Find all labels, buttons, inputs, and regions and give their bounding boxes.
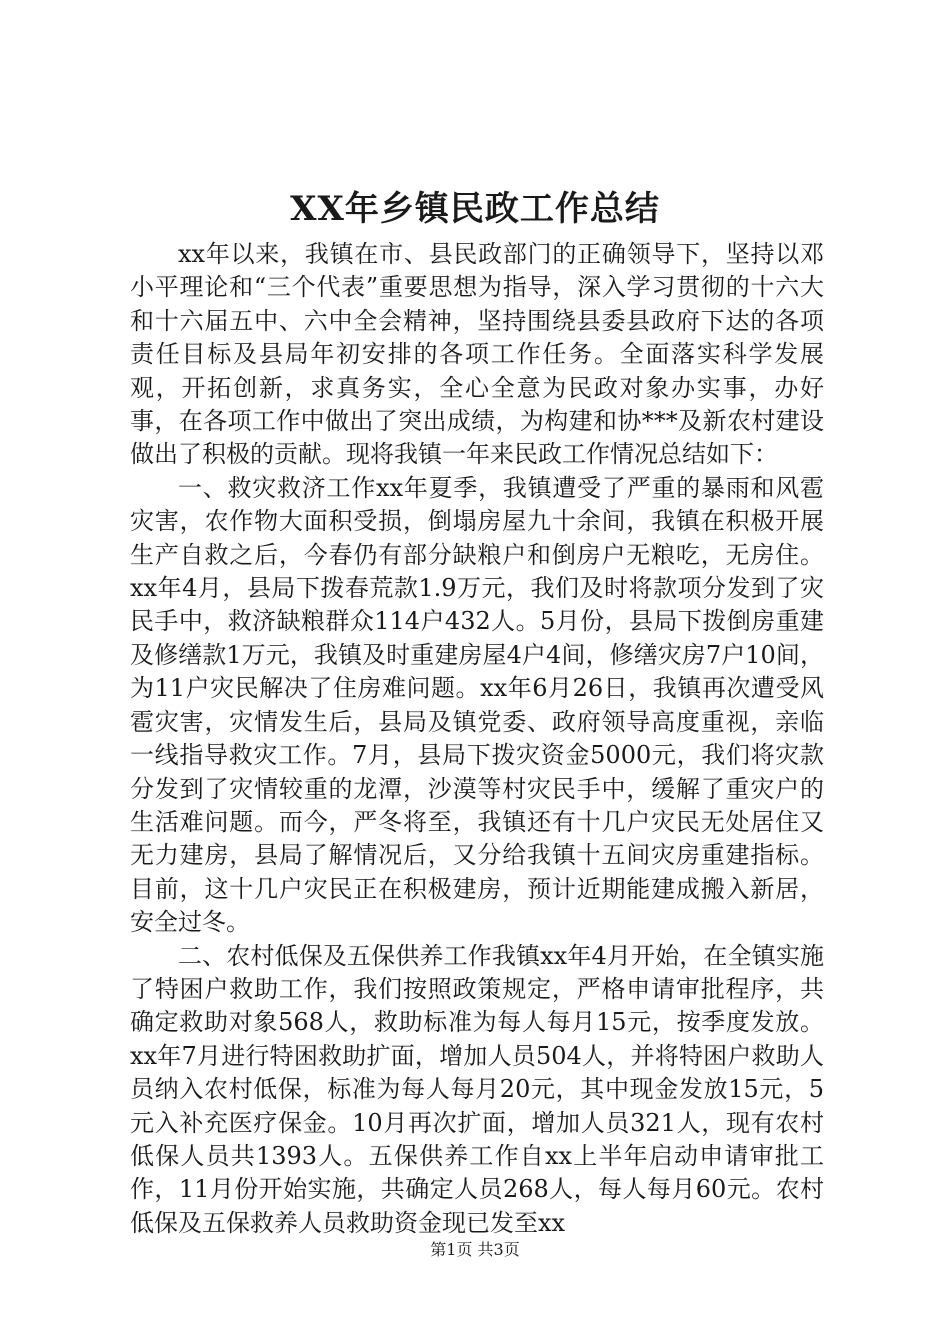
document-title: XX年乡镇民政工作总结 <box>290 189 660 229</box>
page-number-footer: 第1页 共3页 <box>430 1240 520 1259</box>
paragraph-disaster-relief: 一、救灾救济工作xx年夏季，我镇遭受了严重的暴雨和风雹灾害，农作物大面积受损，倒塌房屋九十余间，我镇在积极开展生产自救之后，今春仍有部分缺粮户和倒房户无粮吃，无房住。xx年4月，县局下拨春荒款1.9万元，我们及时将款项分发到了灾民手中，救济缺粮群众114户432人。5月份，县局下拨倒房重建及修缮款1万元，我镇及时重建房屋4户4间，修缮灾房7户10间，为11户灾民解决了住房难问题。xx年6月26日，我镇再次遭受风雹灾害，灾情发生后，县局及镇党委、政府领导高度重视，亲临一线指导救灾工作。7月，县局下拨灾资金5000元，我们将灾款分发到了灾情较重的龙潭，沙漠等村灾民手中，缓解了重灾户的生活难问题。而今，严冬将至，我镇还有十几户灾民无处居住又无力建房，县局了解情况后，又分给我镇十五间灾房重建指标。目前，这十几户灾民正在积极建房，预计近期能建成搬入新居，安全过冬。 <box>130 473 824 937</box>
document-body <box>130 238 824 1240</box>
paragraph-rural-subsistence: 二、农村低保及五保供养工作我镇xx年4月开始，在全镇实施了特困户救助工作，我们按照政策规定，严格申请审批程序，共确定救助对象568人，救助标准为每人每月15元，按季度发放。xx年7月进行特困救助扩面，增加人员504人，并将特困户救助人员纳入农村低保，标准为每人每月20元，其中现金发放15元，5元入补充医疗保金。10月再次扩面，增加人员321人，现有农村低保人员共1393人。五保供养工作自xx上半年启动申请审批工作，11月份开始实施，共确定人员268人，每人每月60元。农村低保及五保救养人员救助资金现已发至xx <box>130 941 824 1237</box>
paragraph-intro: xx年以来，我镇在市、县民政部门的正确领导下，坚持以邓小平理论和“三个代表”重要思想为指导，深入学习贯彻的十六大和十六届五中、六中全会精神，坚持围绕县委县政府下达的各项责任目标及县局年初安排的各项工作任务。全面落实科学发展观，开拓创新，求真务实，全心全意为民政对象办实事，办好事，在各项工作中做出了突出成绩，为构建和协***及新农村建设做出了积极的贡献。现将我镇一年来民政工作情况总结如下： <box>130 240 824 469</box>
